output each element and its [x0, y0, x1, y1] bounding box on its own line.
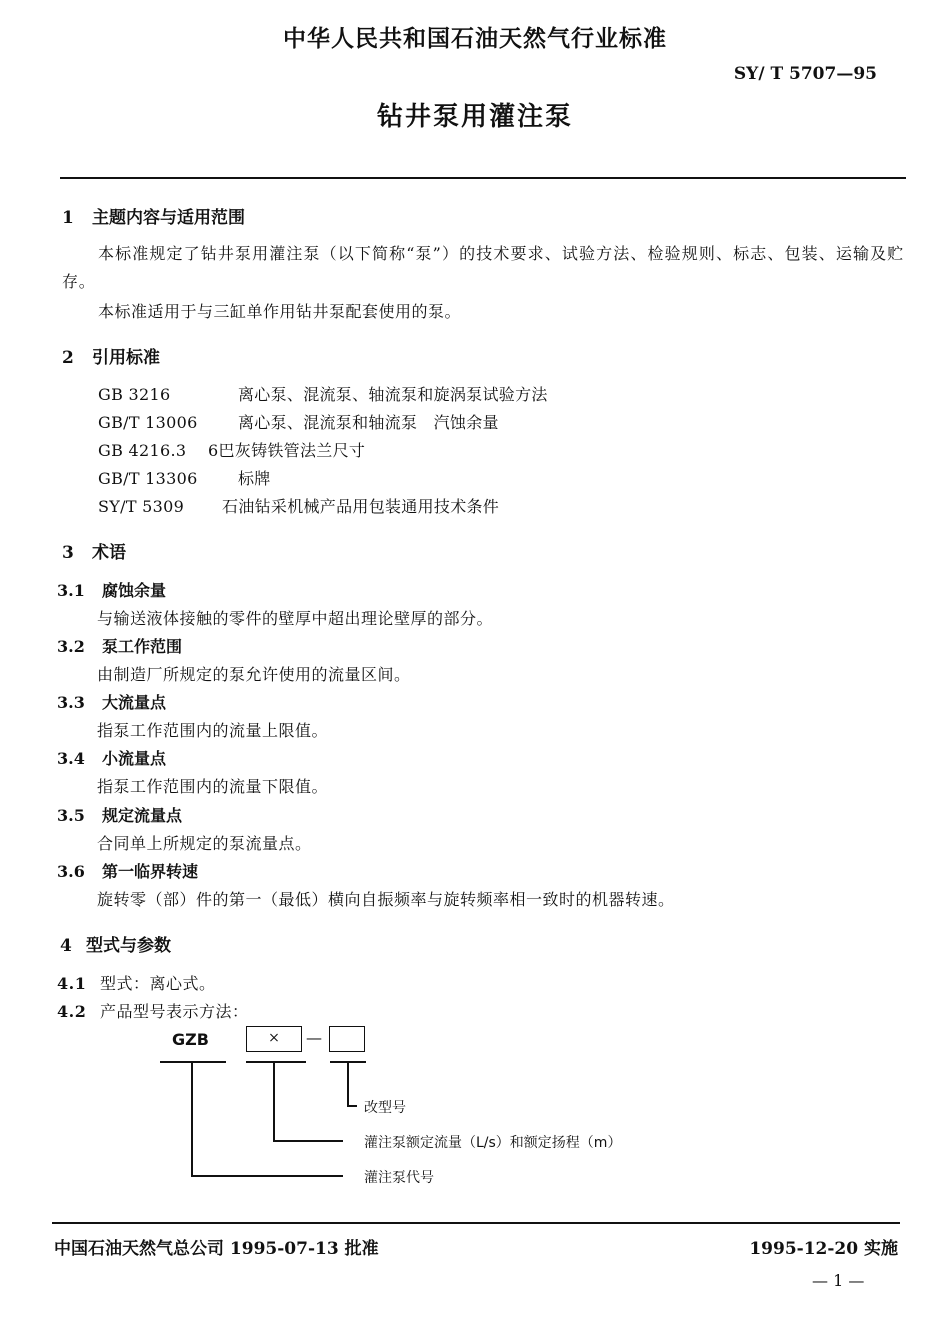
leader-revision-horizontal [347, 1105, 357, 1107]
reference-item [98, 382, 548, 405]
section-number: 2 [62, 348, 74, 368]
term-heading [57, 746, 166, 769]
term-definition: 由制造厂所规定的泵允许使用的流量区间。 [97, 665, 411, 684]
term-name: 腐蚀余量 [102, 581, 167, 600]
label-rating: 灌注泵额定流量（L/s）和额定扬程（m） [364, 1135, 622, 1151]
underline-prefix [160, 1061, 226, 1063]
leader-rating-vertical [273, 1062, 275, 1141]
section-number: 3 [62, 543, 74, 563]
term-heading [57, 578, 166, 601]
document-title: 钻井泵用灌注泵 [376, 102, 573, 132]
top-rule [60, 177, 906, 179]
label-code: 灌注泵代号 [364, 1170, 434, 1186]
term-number: 3.3 [57, 693, 85, 712]
reference-code: GB 3216 [98, 385, 171, 404]
bottom-rule [52, 1222, 900, 1224]
term-name: 规定流量点 [102, 806, 183, 825]
reference-code: GB 4216.3 [98, 441, 187, 460]
item-number: 4.1 [57, 974, 87, 993]
term-heading [57, 859, 198, 882]
section-title: 术语 [92, 543, 126, 563]
term-heading [57, 803, 182, 826]
reference-item [98, 494, 499, 517]
leader-revision-vertical [347, 1062, 349, 1106]
approval-date: 中国石油天然气总公司 1995-07-13 批准 [54, 1239, 379, 1259]
section-title: 型式与参数 [86, 936, 171, 956]
underline-rating [246, 1061, 306, 1063]
reference-code: GB/T 13006 [98, 413, 198, 432]
leader-prefix-horizontal [191, 1175, 343, 1177]
section-1-para-2: 本标准适用于与三缸单作用钻井泵配套使用的泵。 [98, 302, 462, 321]
term-name: 泵工作范围 [102, 637, 183, 656]
term-number: 3.1 [57, 581, 85, 600]
term-definition: 旋转零（部）件的第一（最低）横向自振频率与旋转频率相一致时的机器转速。 [97, 890, 675, 909]
section-3-heading [62, 538, 126, 563]
term-definition: 与输送液体接触的零件的壁厚中超出理论壁厚的部分。 [97, 609, 494, 628]
reference-code: GB/T 13306 [98, 469, 198, 488]
section-number: 1 [62, 208, 74, 228]
reference-title: 石油钻采机械产品用包装通用技术条件 [222, 497, 500, 516]
reference-code: SY/T 5309 [98, 497, 185, 516]
reference-item [98, 466, 271, 489]
section-1-heading [62, 203, 245, 228]
term-definition: 指泵工作范围内的流量下限值。 [97, 777, 329, 796]
issuer-standard: 中华人民共和国石油天然气行业标准 [283, 26, 667, 52]
label-revision: 改型号 [364, 1100, 406, 1116]
page-number: — 1 — [812, 1271, 865, 1290]
leader-rating-horizontal [273, 1140, 343, 1142]
term-name: 第一临界转速 [102, 862, 199, 881]
term-definition: 合同单上所规定的泵流量点。 [97, 834, 312, 853]
item-4-1 [57, 971, 216, 994]
model-prefix: GZB [172, 1030, 209, 1049]
item-number: 4.2 [57, 1002, 87, 1021]
section-2-heading [62, 343, 160, 368]
reference-item [98, 438, 365, 461]
standard-code: SY/ T 5707—95 [733, 64, 877, 84]
model-box-revision [329, 1026, 365, 1052]
term-name: 大流量点 [102, 693, 167, 712]
reference-title: 离心泵、混流泵和轴流泵 汽蚀余量 [238, 413, 499, 432]
term-number: 3.2 [57, 637, 85, 656]
item-text: 产品型号表示方法： [100, 1002, 249, 1021]
model-dash: — [306, 1028, 322, 1047]
item-4-2 [57, 999, 249, 1022]
section-number: 4 [60, 936, 72, 956]
leader-prefix-vertical [191, 1062, 193, 1176]
section-title: 主题内容与适用范围 [92, 208, 245, 228]
section-4-heading [60, 931, 171, 956]
term-number: 3.4 [57, 749, 85, 768]
reference-title: 6巴灰铸铁管法兰尺寸 [208, 441, 366, 460]
term-definition: 指泵工作范围内的流量上限值。 [97, 721, 329, 740]
term-heading [57, 690, 166, 713]
reference-title: 离心泵、混流泵、轴流泵和旋涡泵试验方法 [238, 385, 548, 404]
term-name: 小流量点 [102, 749, 167, 768]
term-number: 3.5 [57, 806, 85, 825]
item-text: 型式：离心式。 [100, 974, 216, 993]
term-heading [57, 634, 182, 657]
reference-item [98, 410, 499, 433]
model-box-rating: × [246, 1026, 302, 1052]
implementation-date: 1995-12-20 实施 [749, 1239, 898, 1259]
reference-title: 标牌 [238, 469, 271, 488]
section-1-para-1: 本标准规定了钻井泵用灌注泵（以下简称“泵”）的技术要求、试验方法、检验规则、标志、包装、运输及贮存。 [62, 244, 904, 291]
term-number: 3.6 [57, 862, 85, 881]
section-title: 引用标准 [92, 348, 160, 368]
